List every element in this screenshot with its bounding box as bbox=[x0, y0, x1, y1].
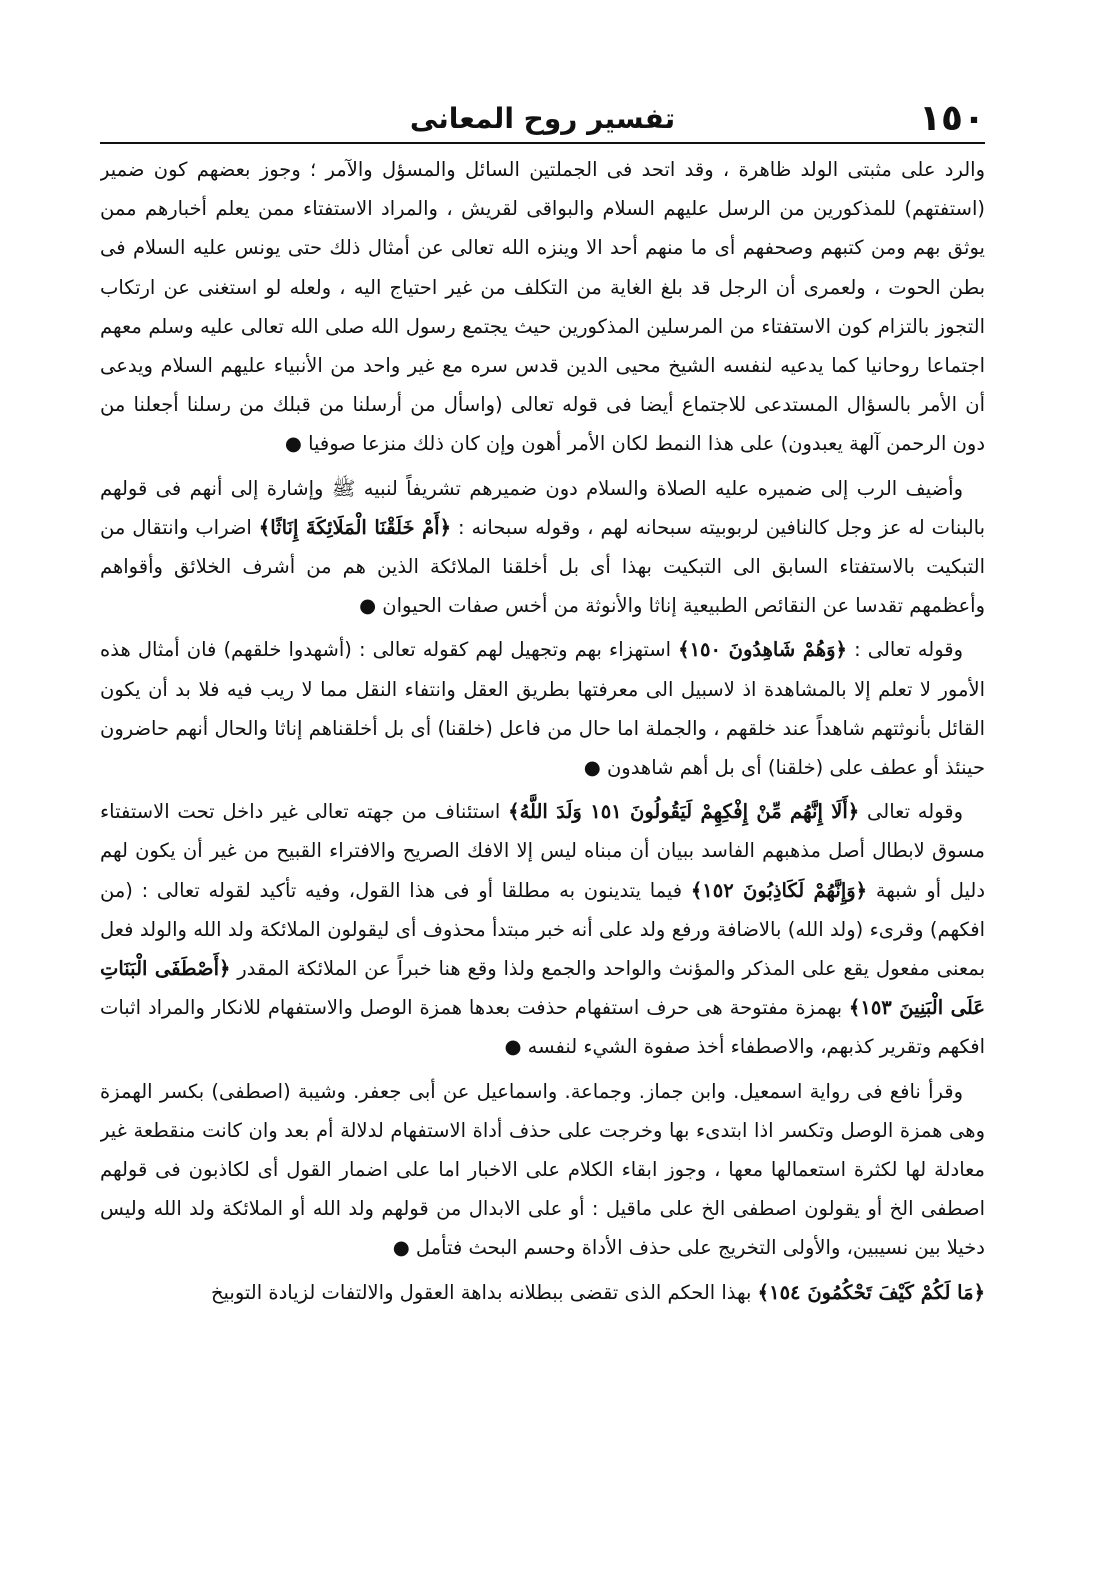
paragraph-2 bbox=[100, 469, 985, 626]
paragraph-text: اضراب وانتقال من التبكيت بالاستفتاء السابق الى التبكيت بهذا أى بل أخلقنا الملائكة الذين هم من أشرف الخلائق وأقواهم وأعظمهم تقدسا عن النقائص الطبيعية إناثا والأنوثة من أخس صفات الحيوان ● bbox=[100, 515, 985, 618]
quran-verse: ﴿أَمْ خَلَقْنَا الْمَلَائِكَةَ إِنَاثًا﴾ bbox=[258, 515, 452, 539]
paragraph-text: وقوله تعالى : bbox=[846, 638, 963, 662]
paragraph-5 bbox=[100, 1072, 985, 1268]
page-body bbox=[100, 150, 985, 1560]
quran-verse: ﴿أَلَا إِنَّهُم مِّنْ إِفْكِهِمْ لَيَقُولُونَ ١٥١ وَلَدَ اللَّهُ﴾ bbox=[508, 800, 860, 824]
page-number: ١٥٠ bbox=[919, 98, 985, 139]
paragraph-text: وقرأ نافع فى رواية اسمعيل. وابن جماز. وجماعة. واسماعيل عن أبى جعفر. وشيبة (اصطفى) بكسر الهمزة وهى همزة الوصل وتكسر اذا ابتدىء بها وخرجت على حذف أداة الاستفهام لدلالة أم بعد وان كانت منقطعة غير معادلة لها لكثرة استعمالها معها ، وجوز ابقاء الكلام على الاخبار اما على اضمار القول أى لكاذبون فى قولهم اصطفى الخ أو يقولون اصطفى الخ على ماقيل : أو على الابدال من قولهم ولد الله أو الملائكة ولد الله وليس دخيلا بين نسيبين، والأولى التخريج على حذف الأداة وحسم البحث فتأمل ● bbox=[100, 1079, 985, 1260]
running-title: تفسير روح المعانى bbox=[409, 102, 676, 135]
paragraph-1 bbox=[100, 150, 985, 464]
paragraph-text: استهزاء بهم وتجهيل لهم كقوله تعالى : (أشهدوا خلقهم) فان أمثال هذه الأمور لا تعلم إلا بالمشاهدة اذ لاسبيل الى معرفتها بطريق العقل وانتفاء النقل مما لا ريب فيه فلا بد أن يكون القائل بأنوثتهم شاهداً عند خلقهم ، والجملة اما حال من فاعل (خلقنا) أى بل أخلقناهم إناثا والحال أنهم حاضرون حينئذ أو عطف على (خلقنا) أى بل أهم شاهدون ● bbox=[100, 638, 985, 780]
paragraph-text: فيما يتدينون به مطلقا أو فى هذا القول، وفيه تأكيد لقوله تعالى : (من افكهم) وقرىء (ولد الله) بالاضافة ورفع ولد على أنه خبر مبتدأ محذوف أى ليقولون الملائكة ولد الله والولد فعل بمعنى مفعول يقع على المذكر والمؤنث والواحد والجمع ولذا وقع هنا خبراً عن الملائكة المقدر bbox=[100, 878, 985, 981]
quran-verse: ﴿وَإِنَّهُمْ لَكَاذِبُونَ ١٥٢﴾ bbox=[690, 878, 868, 902]
quran-verse: ﴿أَصْطَفَى الْبَنَاتِ عَلَى الْبَنِينَ ١٥٣﴾ bbox=[100, 957, 985, 1020]
page-header bbox=[100, 96, 985, 144]
quran-verse: ﴿وَهُمْ شَاهِدُونَ ١٥٠﴾ bbox=[678, 638, 847, 662]
paragraph-text: بهمزة مفتوحة هى حرف استفهام حذفت بعدها همزة الوصل والاستفهام للانكار والمراد اثبات افكهم وتقرير كذبهم، والاصطفاء أخذ صفوة الشيء لنفسه ● bbox=[100, 996, 985, 1059]
paragraph-text: استئناف من جهته تعالى غير داخل تحت الاستفتاء مسوق لابطال أصل مذهبهم الفاسد ببيان أن مبناه ليس إلا الافك الصريح والافتراء القبيح من غير أن يكون لهم دليل أو شبهة bbox=[100, 800, 985, 902]
paragraph-text: والرد على مثبتى الولد ظاهرة ، وقد اتحد فى الجملتين السائل والمسؤل والآمر ؛ وجوز بعضهم كون ضمير (استفتهم) للمذكورين من الرسل عليهم السلام والبواقى لقريش ، والمراد الاستفتاء ممن يعلم أخبارهم ممن يوثق بهم ومن كتبهم وصحفهم أى ما منهم أحد الا وينزه الله تعالى عن أمثال ذلك حتى يونس عليه السلام فى بطن الحوت ، ولعمرى أن الرجل قد بلغ الغاية من التكلف من غير احتياج اليه ، ولعله لو استغنى عن ارتكاب التجوز بالتزام كون الاستفتاء من المرسلين المذكورين حيث يجتمع رسول الله صلى الله تعالى عليه وسلم معهم اجتماعا روحانيا كما يدعيه لنفسه الشيخ محيى الدين قدس سره مع غير واحد من الأنبياء عليهم السلام ويدعى أن الأمر بالسؤال المستدعى للاجتماع أيضا فى قوله تعالى (واسأل من أرسلنا من قبلك من رسلنا أجعلنا من دون الرحمن آلهة يعبدون) على هذا النمط لكان الأمر أهون وإن كان ذلك منزعا صوفيا ● bbox=[100, 158, 985, 456]
paragraph-text: وأضيف الرب إلى ضميره عليه الصلاة والسلام دون ضميرهم تشريفاً لنبيه ﷺ وإشارة إلى أنهم فى قولهم بالبنات له عز وجل كالنافين لربوبيته سبحانه لهم ، وقوله سبحانه : bbox=[100, 476, 985, 539]
paragraph-3 bbox=[100, 630, 985, 787]
paragraph-6 bbox=[100, 1273, 985, 1312]
quran-verse: ﴿مَا لَكُمْ كَيْفَ تَحْكُمُونَ ١٥٤﴾ bbox=[757, 1280, 985, 1304]
paragraph-text: بهذا الحكم الذى تقضى ببطلانه بداهة العقول والالتفات لزيادة التوبيخ bbox=[210, 1280, 758, 1304]
paragraph-4 bbox=[100, 792, 985, 1066]
paragraph-text: وقوله تعالى bbox=[859, 800, 964, 824]
